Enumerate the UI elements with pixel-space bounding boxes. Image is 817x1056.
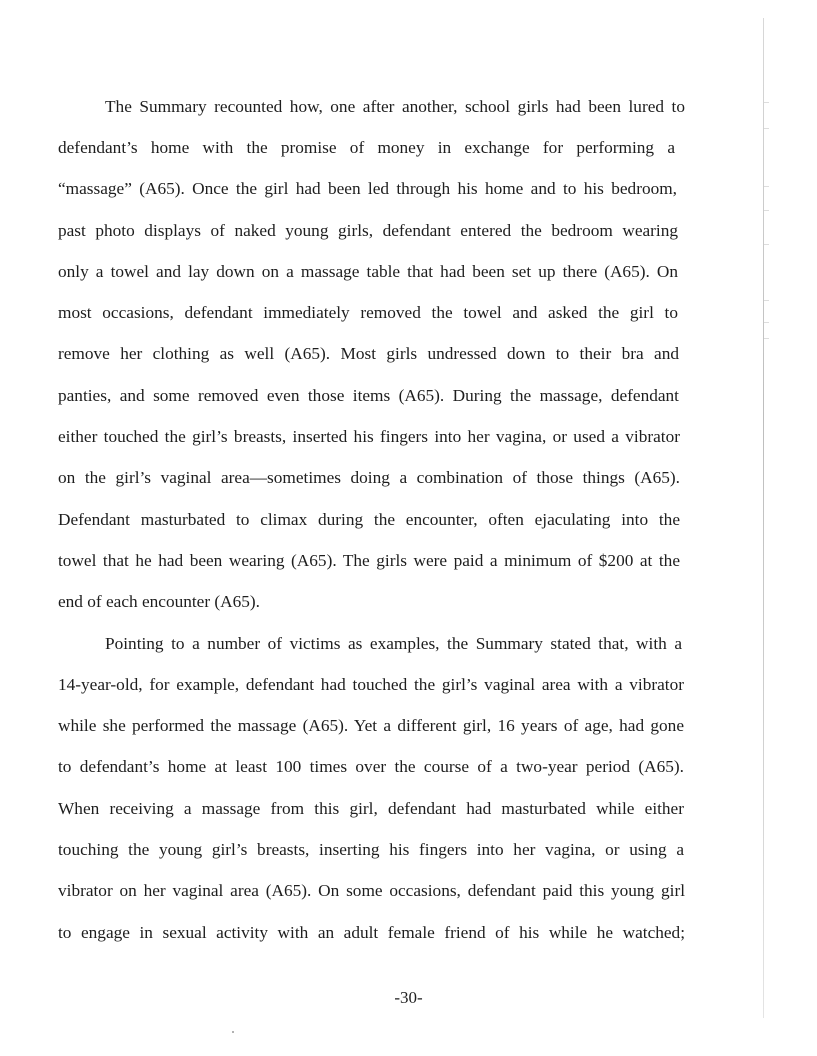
scan-tick bbox=[764, 210, 769, 211]
scan-tick bbox=[764, 186, 769, 187]
scan-tick bbox=[764, 244, 769, 245]
text-line: end of each encounter (A65). bbox=[58, 592, 260, 611]
page-number: -30- bbox=[394, 988, 423, 1007]
text-line: either touched the girl’s breasts, inserted his fingers into her vagina, or used a vibrator bbox=[58, 427, 680, 446]
scan-edge-line bbox=[763, 18, 764, 1018]
text-line: 14-year-old, for example, defendant had touched the girl’s vaginal area with a vibrator bbox=[58, 675, 684, 694]
scan-tick bbox=[764, 300, 769, 301]
scan-tick bbox=[764, 338, 769, 339]
text-line: to engage in sexual activity with an adult female friend of his while he watched; bbox=[58, 923, 685, 942]
text-line: past photo displays of naked young girls, defendant entered the bedroom wearing bbox=[58, 221, 678, 240]
text-line: When receiving a massage from this girl, defendant had masturbated while either bbox=[58, 799, 684, 818]
text-line: “massage” (A65). Once the girl had been led through his home and to his bedroom, bbox=[58, 179, 677, 198]
scan-tick bbox=[764, 102, 769, 103]
text-line: to defendant’s home at least 100 times over the course of a two-year period (A65). bbox=[58, 757, 684, 776]
text-line: defendant’s home with the promise of money in exchange for performing a bbox=[58, 138, 675, 157]
text-line: Defendant masturbated to climax during the encounter, often ejaculating into the bbox=[58, 510, 680, 529]
text-line: panties, and some removed even those items (A65). During the massage, defendant bbox=[58, 386, 679, 405]
text-line: Pointing to a number of victims as examples, the Summary stated that, with a bbox=[105, 634, 682, 653]
text-line: The Summary recounted how, one after another, school girls had been lured to bbox=[105, 97, 685, 116]
text-line: touching the young girl’s breasts, inserting his fingers into her vagina, or using a bbox=[58, 840, 684, 859]
text-line: towel that he had been wearing (A65). The girls were paid a minimum of $200 at the bbox=[58, 551, 680, 570]
text-line: on the girl’s vaginal area—sometimes doing a combination of those things (A65). bbox=[58, 468, 680, 487]
scan-speck bbox=[232, 1031, 234, 1033]
scan-tick bbox=[764, 128, 769, 129]
text-line: vibrator on her vaginal area (A65). On some occasions, defendant paid this young girl bbox=[58, 881, 685, 900]
text-line: while she performed the massage (A65). Yet a different girl, 16 years of age, had gone bbox=[58, 716, 684, 735]
text-line: remove her clothing as well (A65). Most girls undressed down to their bra and bbox=[58, 344, 679, 363]
scan-tick bbox=[764, 322, 769, 323]
text-line: most occasions, defendant immediately removed the towel and asked the girl to bbox=[58, 303, 678, 322]
text-line: only a towel and lay down on a massage table that had been set up there (A65). On bbox=[58, 262, 678, 281]
